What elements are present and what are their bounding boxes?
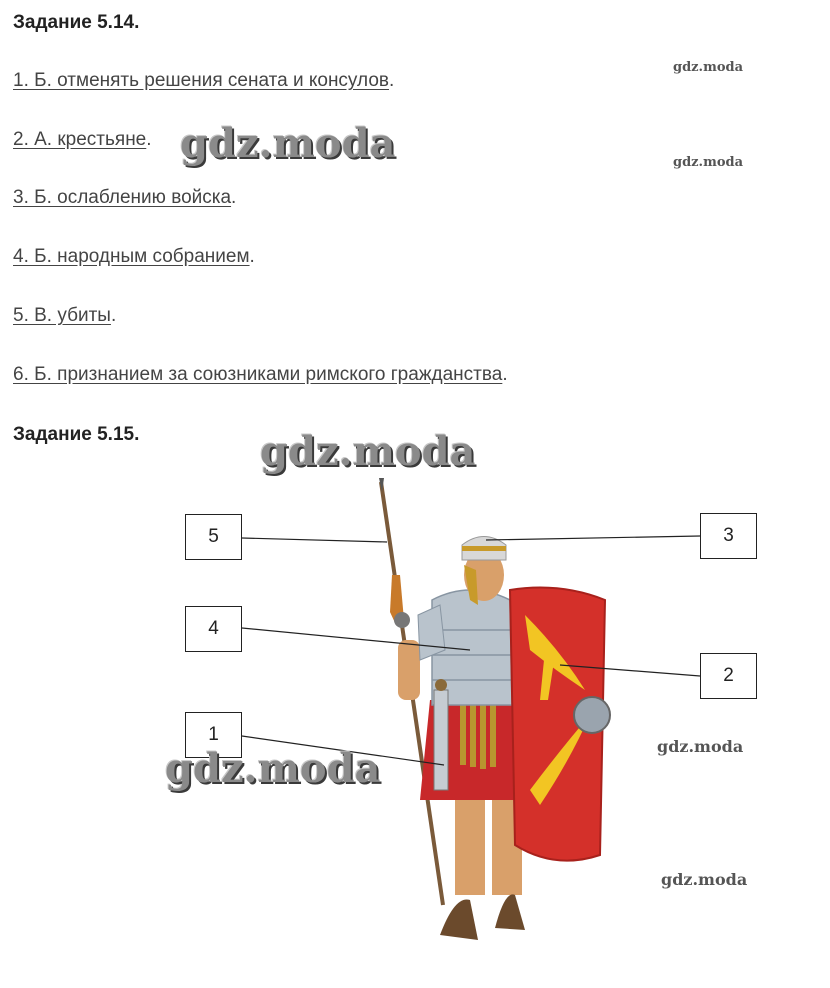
watermark-small: gdz.moda [673, 60, 744, 75]
answer-5-link[interactable]: 5. В. убиты [13, 305, 111, 326]
label-box-2: 2 [700, 653, 757, 699]
answer-4-link[interactable]: 4. Б. народным собранием [13, 246, 250, 267]
answer-2-link[interactable]: 2. А. крестьяне [13, 129, 147, 150]
answer-5 [13, 305, 116, 327]
shoulder-guard [418, 605, 445, 660]
watermark-small: gdz.moda [661, 870, 748, 889]
task-5-15-heading: Задание 5.15. [13, 424, 140, 445]
answer-3-link[interactable]: 3. Б. ослаблению войска [13, 187, 232, 208]
helmet-brow-band [462, 546, 506, 551]
pointer-line-5 [242, 538, 387, 542]
answer-5-period: . [110, 305, 117, 326]
watermark-small: gdz.moda [657, 737, 744, 756]
watermark-big: gdz.moda [260, 428, 476, 475]
sword-pommel [435, 679, 447, 691]
left-sandal [440, 899, 478, 940]
right-arm [398, 640, 420, 700]
answer-3 [13, 187, 236, 209]
watermark-big: gdz.moda [165, 745, 381, 792]
watermark-big: gdz.moda [180, 120, 396, 167]
watermark-small: gdz.moda [673, 155, 744, 170]
task-5-14-heading: Задание 5.14. [13, 12, 140, 33]
answer-6-period: . [502, 364, 508, 385]
label-box-1: 1 [185, 712, 242, 758]
answer-1 [13, 70, 394, 92]
shield-boss [574, 697, 610, 733]
pointer-line-3 [486, 536, 700, 540]
answer-2 [13, 129, 152, 151]
gladius-sword [434, 690, 448, 790]
answer-3-period: . [231, 187, 237, 208]
label-box-3: 3 [700, 513, 757, 559]
answer-6-link[interactable]: 6. Б. признанием за союзниками римского гражданства [13, 364, 503, 385]
answer-6 [13, 364, 508, 386]
right-sandal [495, 894, 525, 930]
spear-weight-ball [394, 612, 410, 628]
answer-2-period: . [146, 129, 152, 150]
answer-4 [13, 246, 255, 268]
answer-1-link[interactable]: 1. Б. отменять решения сената и консулов [13, 70, 389, 91]
answer-1-period: . [388, 70, 395, 91]
left-leg [455, 790, 485, 895]
label-box-4: 4 [185, 606, 242, 652]
answer-4-period: . [249, 246, 255, 267]
label-box-5: 5 [185, 514, 242, 560]
